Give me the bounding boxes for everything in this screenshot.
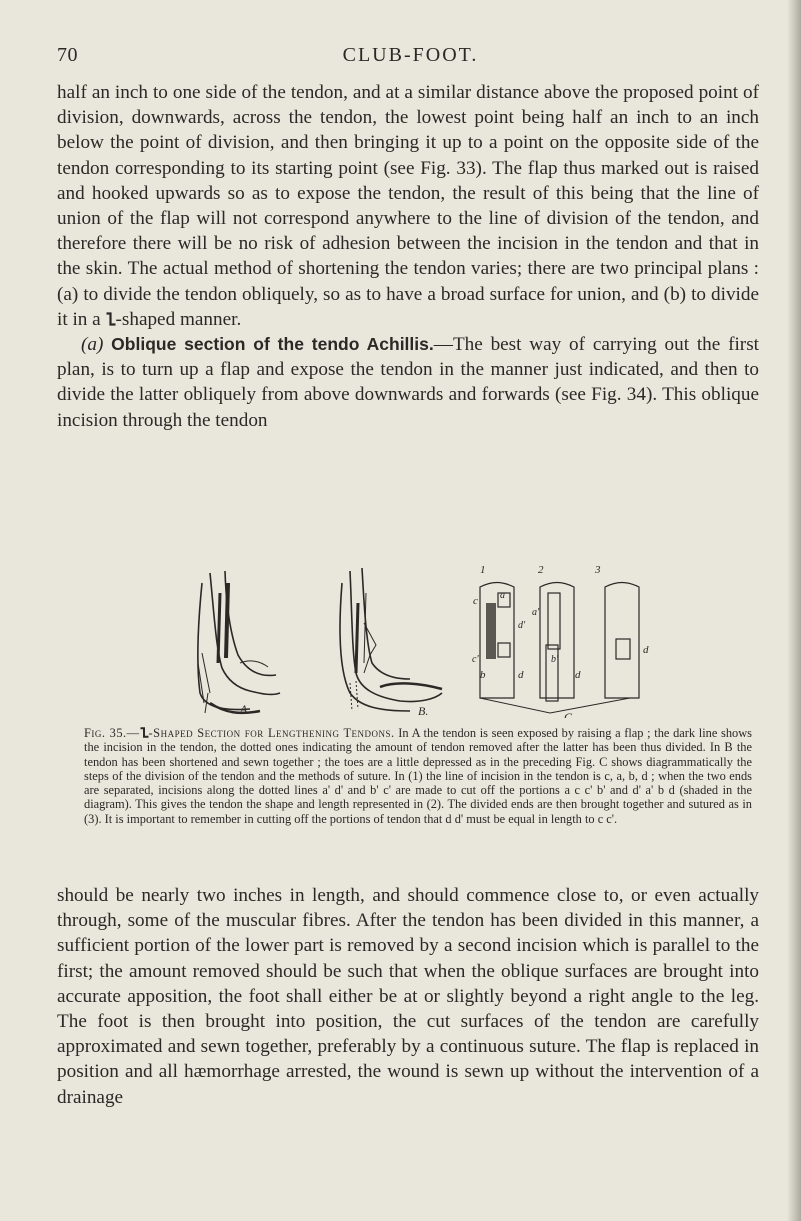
figure-35 bbox=[180, 563, 700, 718]
bottom-text-block bbox=[57, 883, 759, 1110]
paragraph-3: should be nearly two inches in length, and should commence close to, or even actually through, some of the muscular fibres. After the tendon has been divided in this manner, a sufficient portion of the lower part is removed by a second incision which is parallel to the first; the amount removed should be such that when the oblique surfaces are brought into accurate apposition, the foot shall either be at or slightly beyond a right angle to the leg. The foot is then brought into position, the cut surfaces of the tendon are carefully approximated and sewn together, preferably by a continuous suture. The flap is replaced in position and all hæmorrhage arrested, the wound is sewn up without the intervention of a drainage bbox=[57, 885, 759, 1108]
figure-label-c: C bbox=[564, 710, 573, 718]
diagram-step-3-number: 3 bbox=[595, 564, 601, 576]
figure-b-leg-drawing bbox=[340, 568, 442, 711]
top-text-block bbox=[57, 80, 759, 433]
running-head: CLUB-FOOT. bbox=[342, 44, 479, 66]
l-shape-glyph bbox=[106, 308, 116, 322]
diagram-label-d: d bbox=[518, 669, 524, 681]
caption-title: -Shaped Section for Lengthening Tendons. bbox=[148, 726, 395, 740]
l-shape-glyph-caption bbox=[140, 727, 149, 738]
paragraph-2 bbox=[57, 332, 759, 433]
figure-illustration bbox=[180, 563, 700, 718]
section-heading: Oblique section of the tendo Achillis. bbox=[111, 334, 434, 355]
page-edge-shadow bbox=[787, 0, 801, 1221]
paragraph-2-label: (a) bbox=[81, 334, 104, 356]
diagram-label-c: c bbox=[473, 595, 478, 607]
diagram-label-a-prime: a' bbox=[532, 607, 540, 618]
paragraph-1-end: -shaped manner. bbox=[115, 308, 242, 330]
page-header bbox=[0, 44, 801, 74]
diagram-label-a: a bbox=[500, 590, 505, 601]
diagram-step-1-number: 1 bbox=[480, 564, 486, 576]
diagram-label-c-prime: c' bbox=[472, 654, 479, 665]
page-number: 70 bbox=[57, 44, 78, 66]
diagram-label-d-3: d bbox=[643, 644, 649, 656]
diagram-label-b-prime: b' bbox=[551, 654, 559, 665]
figure-caption bbox=[84, 726, 752, 826]
diagram-label-d-2: d bbox=[575, 669, 581, 681]
figure-label-b: B. bbox=[418, 704, 429, 718]
caption-text: In A the tendon is seen exposed by raising a flap ; the dark line shows the incision in the tendon, the dotted ones indicating the amount of tendon removed after the latter has been thus divided. In B the tendon has been shortened and sewn together ; the toes are a little depressed as in the preceding Fig. C shows diagrammatically the steps of the division of the tendon and the methods of suture. In (1) the line of incision in the tendon is c, a, b, d ; when the two ends are separated, incisions along the dotted lines a' d' and b' c' are made to cut off the portions a c c' b' and d' a' b d (shaded in the diagram). This gives the tendon the shape and length represented in (2). The divided ends are then brought together and sutured as in (3). It is important to remember in cutting off the portions of tendon that d d' must be equal in length to c c'. bbox=[84, 726, 753, 826]
figure-c-diagram bbox=[472, 564, 649, 718]
paragraph-1 bbox=[57, 80, 759, 332]
diagram-label-b: b bbox=[480, 669, 486, 681]
diagram-step-2-number: 2 bbox=[538, 564, 544, 576]
diagram-label-d-prime: d' bbox=[518, 620, 526, 631]
figure-a-leg-drawing bbox=[198, 571, 280, 713]
figure-label-a: A. bbox=[240, 702, 251, 716]
paragraph-1-text: half an inch to one side of the tendon, and at a similar distance above the proposed point of division, downwards, across the tendon, the lowest point being half an inch to an inch below the point of division, and then bringing it up to a point on the opposite side of the tendon corresponding to its starting point (see Fig. 33). The flap thus marked out is raised and hooked upwards so as to expose the tendon, the result of this being that the line of union of the flap will not correspond anywhere to the line of division of the tendon, and therefore there will be no risk of adhesion between the incision in the tendon and that in the skin. The actual method of shortening the tendon varies; there are two principal plans : (a) to divide the tendon obliquely, so as to have a broad surface for union, and (b) to divide it in a bbox=[57, 82, 759, 330]
caption-label: Fig. 35.— bbox=[84, 726, 140, 740]
paragraph-2-text: —The best way of carrying out the first plan, is to turn up a flap and expose the tendon in the manner just indicated, and then to divide the latter obliquely from above downwards and forwards (see Fig. 34). This oblique incision through the tendon bbox=[57, 334, 759, 431]
